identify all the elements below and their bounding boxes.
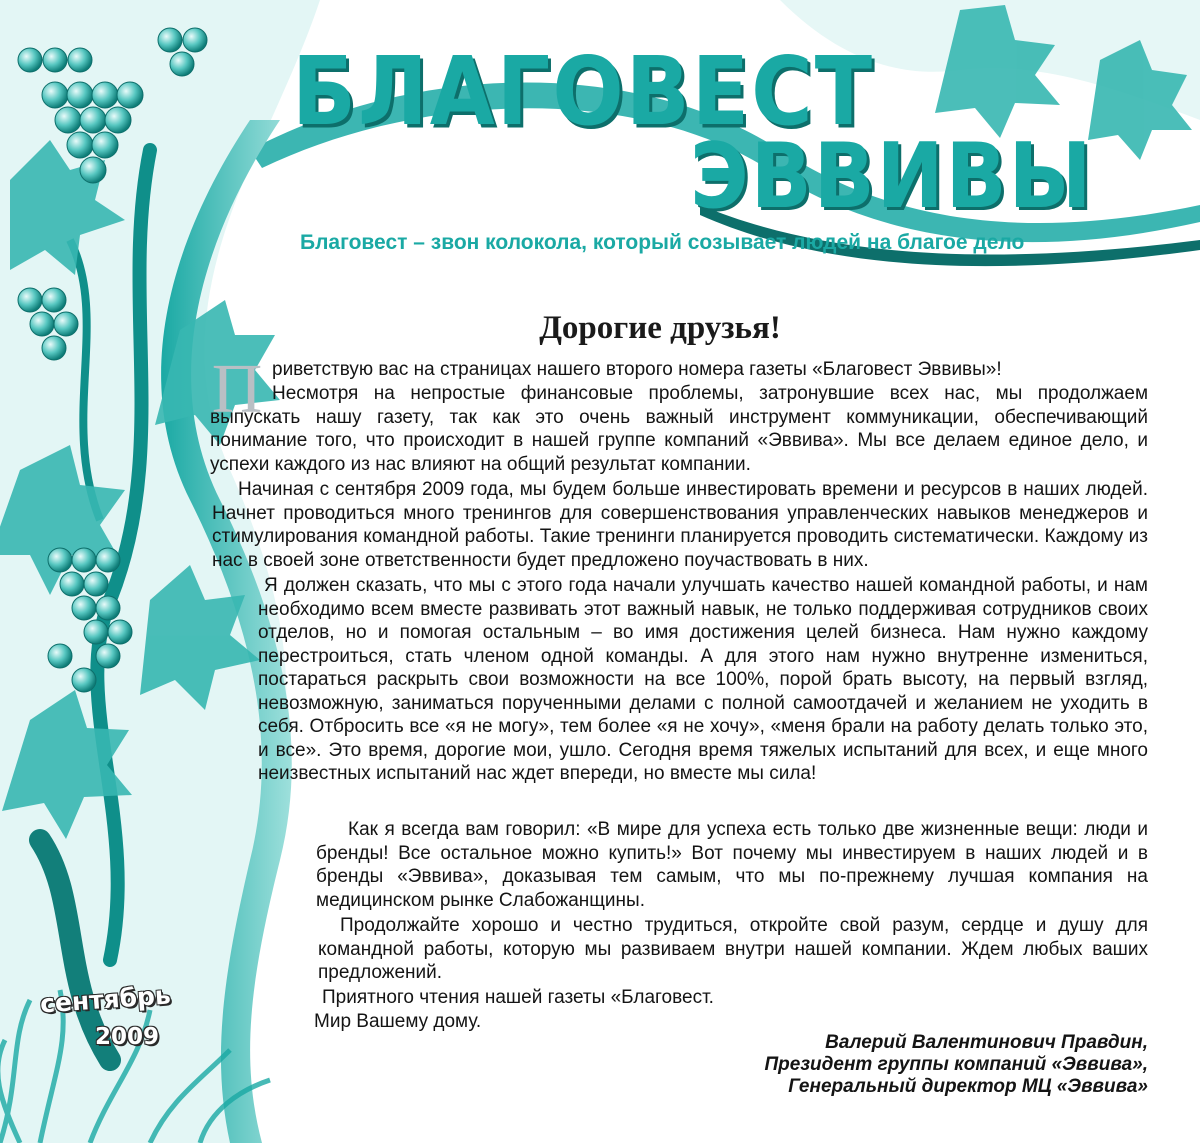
letter-paragraph: Я должен сказать, что мы с этого года начали улучшать качество нашей командной работы, и нам необходимо всем вместе развивать этот важный навык, не только поддерживая сотрудников своих отделов, но и помогая остальным – во имя достижения целей бизнеса. Нам нужно каждому перестроиться, стать членом одной команды. А для этого нам нужно внутренне измениться, постараться раскрыть свои возможности на все 100%, порой брать высоту, на первый взгляд, невозможную, заниматься порученными делами с полной самоотдачей и желанием не уходить в себя. Отбросить все «я не могу», тем более «я не хочу», «меня брали на работу делать только это, и все». Это время, дорогие мои, ушло. Сегодня время тяжелых испытаний для всех, и еще много неизвестных испытаний нас ждет впереди, но вместе мы сила! — [258, 575, 1148, 784]
masthead-title-line1: БЛАГОВЕСТ — [292, 36, 875, 147]
issue-month: сентябрь — [39, 980, 172, 1019]
letter-heading: Дорогие друзья! — [539, 310, 781, 346]
letter-paragraph: Несмотря на непростые финансовые проблемы, затронувшие всех нас, мы продолжаем выпускать нашу газету, так как это очень важный инструмент коммуникации, обеспечивающий понимание того, что происходит в нашей группе компаний «Эввива». Мы все делаем единое дело, и успехи каждого из нас влияют на общий результат компании. — [210, 383, 1148, 475]
signature-title: Генеральный директор МЦ «Эввива» — [788, 1076, 1148, 1097]
letter-paragraph-greeting: риветствую вас на страницах нашего второго номера газеты «Благовест Эввивы»! — [272, 359, 1002, 380]
letter-paragraph-closing: Приятного чтения нашей газеты «Благовест. — [322, 987, 714, 1008]
letter-paragraph-closing: Мир Вашему дому. — [314, 1011, 482, 1032]
issue-year: 2009 — [95, 1024, 160, 1050]
masthead-title-line2: ЭВВИВЫ — [690, 123, 1094, 229]
signature-title: Президент группы компаний «Эввива», — [764, 1054, 1148, 1075]
drop-cap: П — [211, 351, 263, 428]
letter-paragraph: Начиная с сентября 2009 года, мы будем больше инвестировать времени и ресурсов в наших людей. Начнет проводиться много тренингов для совершенствования управленческих навыков менеджеров и стимулирования командной работы. Такие тренинги планируется проводить систематически. Каждому из нас в своей зоне ответственности будет предложено поучаствовать в них. — [212, 479, 1148, 571]
letter-paragraph: Продолжайте хорошо и честно трудиться, откройте свой разум, сердце и душу для командной работы, которую мы развиваем внутри нашей компании. Ждем любых ваших предложений. — [318, 915, 1148, 983]
masthead-slogan: Благовест – звон колокола, который созывает людей на благое дело — [300, 231, 1025, 254]
signature-name: Валерий Валентинович Правдин, — [825, 1032, 1148, 1053]
letter-paragraph: Как я всегда вам говорил: «В мире для успеха есть только две жизненные вещи: люди и бренды! Все остальное можно купить!» Вот почему мы инвестируем в наших людей и в бренды «Эввива», доказывая тем самым, что мы по-прежнему лучшая компания на медицинском рынке Слабожанщины. — [316, 819, 1148, 911]
